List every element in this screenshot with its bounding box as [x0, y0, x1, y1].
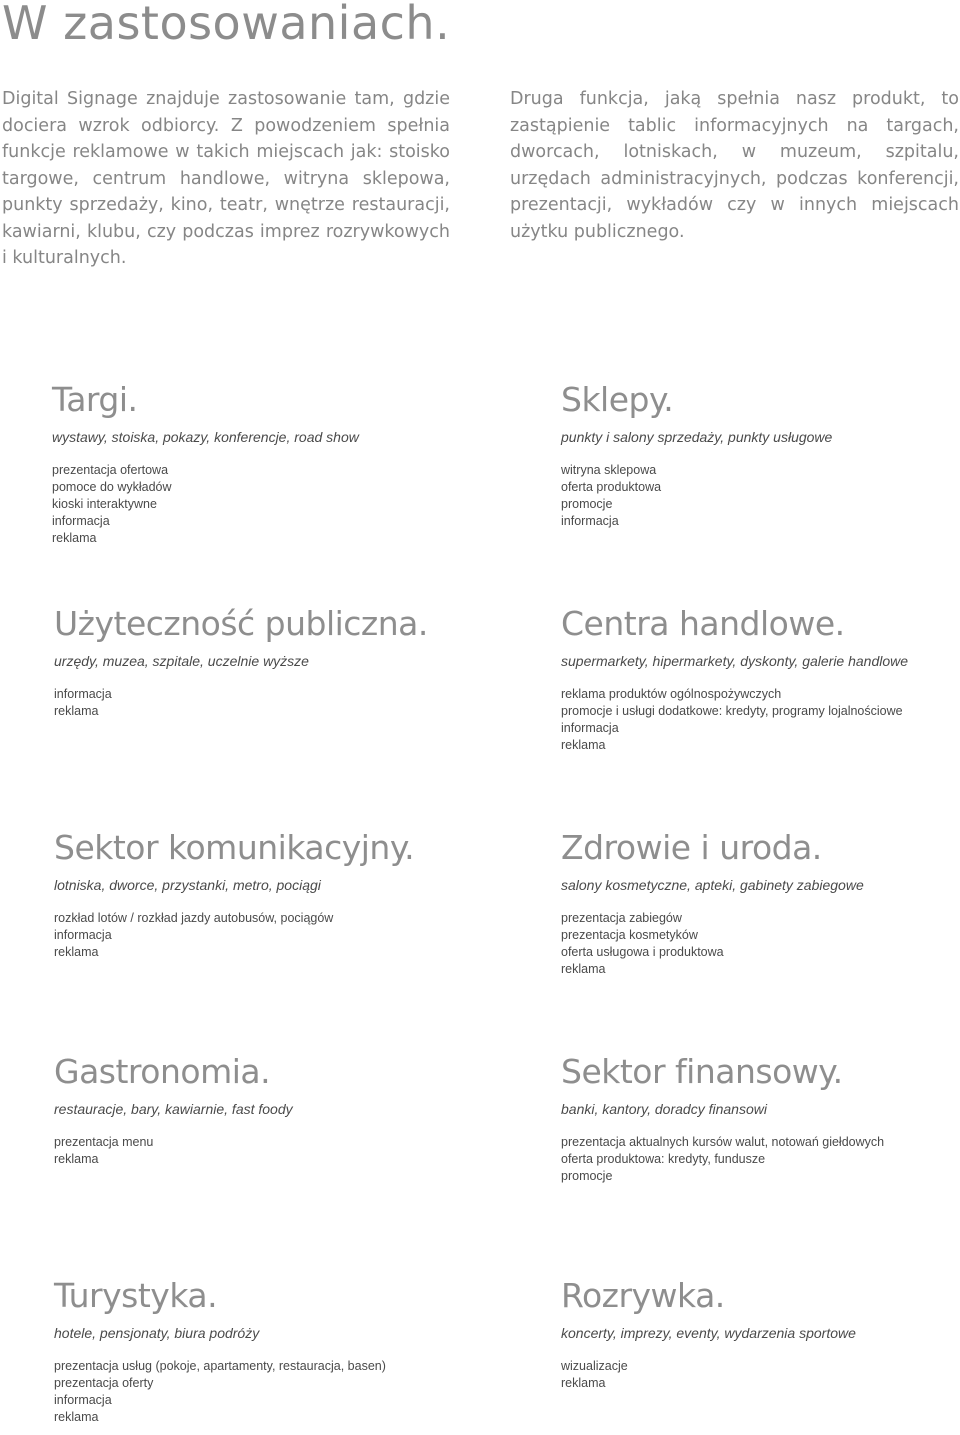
- sector-item: reklama: [561, 962, 606, 976]
- sector-item: prezentacja zabiegów: [561, 911, 682, 925]
- sector-item: reklama: [54, 1152, 99, 1166]
- sector-title: Użyteczność publiczna.: [54, 604, 428, 643]
- sector-item: oferta produktowa: [561, 480, 662, 494]
- sector-title: Gastronomia.: [54, 1052, 271, 1091]
- sector-item-list: [52, 462, 472, 547]
- sector-title: Centra handlowe.: [561, 604, 845, 643]
- sector-subtitle: salony kosmetyczne, apteki, gabinety zabiegowe: [561, 877, 864, 893]
- sector-item-list: [561, 462, 960, 530]
- sector-block: [54, 604, 474, 720]
- sector-item: informacja: [54, 928, 112, 942]
- sector-subtitle: restauracje, bary, kawiarnie, fast foody: [54, 1101, 293, 1117]
- sector-title: Zdrowie i uroda.: [561, 828, 822, 867]
- sector-block: [561, 1052, 960, 1185]
- sector-item: informacja: [561, 721, 619, 735]
- sector-block: [52, 380, 472, 547]
- sector-item-list: [561, 686, 960, 754]
- sector-item: prezentacja kosmetyków: [561, 928, 698, 942]
- sector-item: prezentacja menu: [54, 1135, 154, 1149]
- sector-block: [54, 1052, 474, 1168]
- sector-item: kioski interaktywne: [52, 497, 157, 511]
- sector-item: reklama: [54, 945, 99, 959]
- sector-item: prezentacja usług (pokoje, apartamenty, restauracja, basen): [54, 1359, 386, 1373]
- sector-item: reklama: [52, 531, 97, 545]
- sector-item: promocje: [561, 497, 613, 511]
- sector-item: oferta produktowa: kredyty, fundusze: [561, 1152, 766, 1166]
- sector-block: [561, 604, 960, 754]
- sector-subtitle: hotele, pensjonaty, biura podróży: [54, 1325, 260, 1341]
- sector-subtitle: lotniska, dworce, przystanki, metro, pociągi: [54, 877, 321, 893]
- sector-title: Rozrywka.: [561, 1276, 725, 1315]
- sector-item-list: [561, 1134, 960, 1185]
- sector-item: informacja: [561, 514, 619, 528]
- sector-item: promocje: [561, 1169, 613, 1183]
- sector-subtitle: supermarkety, hipermarkety, dyskonty, galerie handlowe: [561, 653, 909, 669]
- sector-title: Sklepy.: [561, 380, 674, 419]
- sector-item: reklama: [561, 1376, 606, 1390]
- sector-title: Turystyka.: [54, 1276, 218, 1315]
- sector-item: prezentacja ofertowa: [52, 463, 169, 477]
- page-title: W zastosowaniach.: [2, 0, 451, 50]
- sector-block: [561, 1276, 960, 1392]
- sector-subtitle: banki, kantory, doradcy finansowi: [561, 1101, 767, 1117]
- sector-item: informacja: [54, 1393, 112, 1407]
- sector-item-list: [561, 1358, 960, 1392]
- sector-item: promocje i usługi dodatkowe: kredyty, programy lojalnościowe: [561, 704, 903, 718]
- sector-subtitle: urzędy, muzea, szpitale, uczelnie wyższe: [54, 653, 309, 669]
- sector-item: pomoce do wykładów: [52, 480, 172, 494]
- sector-item: prezentacja oferty: [54, 1376, 154, 1390]
- sector-item-list: [54, 910, 474, 961]
- sector-subtitle: punkty i salony sprzedaży, punkty usługowe: [561, 429, 833, 445]
- sector-item-list: [54, 1358, 474, 1426]
- sector-subtitle: wystawy, stoiska, pokazy, konferencje, road show: [52, 429, 359, 445]
- sector-item: witryna sklepowa: [561, 463, 657, 477]
- sector-block: [561, 828, 960, 978]
- sector-item: rozkład lotów / rozkład jazdy autobusów, pociągów: [54, 911, 334, 925]
- intro-paragraph-right: Druga funkcja, jaką spełnia nasz produkt, to zastąpienie tablic informacyjnych na targach, dworcach, lotniskach, w muzeum, szpitalu, urzędach administracyjnych, podczas konferencji, prezentacji, wykładów czy w innych miejscach użytku publicznego.: [510, 89, 959, 242]
- intro-paragraph-left: Digital Signage znajduje zastosowanie tam, gdzie dociera wzrok odbiorcy. Z powodzeniem spełnia funkcje reklamowe w takich miejscach jak: stoisko targowe, centrum handlowe, witryna sklepowa, punkty sprzedaży, kino, teatr, wnętrze restauracji, kawiarni, klubu, czy podczas imprez rozrywkowych i kulturalnych.: [2, 89, 450, 268]
- sector-block: [54, 1276, 474, 1426]
- sector-item: reklama: [561, 738, 606, 752]
- sector-item: reklama produktów ogólnospożywczych: [561, 687, 782, 701]
- sector-title: Targi.: [52, 380, 138, 419]
- sector-title: Sektor finansowy.: [561, 1052, 843, 1091]
- sector-item-list: [54, 1134, 474, 1168]
- sector-item: reklama: [54, 704, 99, 718]
- sector-item: informacja: [54, 687, 112, 701]
- sector-subtitle: koncerty, imprezy, eventy, wydarzenia sportowe: [561, 1325, 856, 1341]
- sector-item: wizualizacje: [561, 1359, 628, 1373]
- sector-item-list: [54, 686, 474, 720]
- sector-block: [54, 828, 474, 961]
- sector-item: reklama: [54, 1410, 99, 1424]
- sector-item: informacja: [52, 514, 110, 528]
- sector-item: prezentacja aktualnych kursów walut, notowań giełdowych: [561, 1135, 885, 1149]
- sector-item: oferta usługowa i produktowa: [561, 945, 724, 959]
- sector-block: [561, 380, 960, 530]
- sector-item-list: [561, 910, 960, 978]
- sector-title: Sektor komunikacyjny.: [54, 828, 415, 867]
